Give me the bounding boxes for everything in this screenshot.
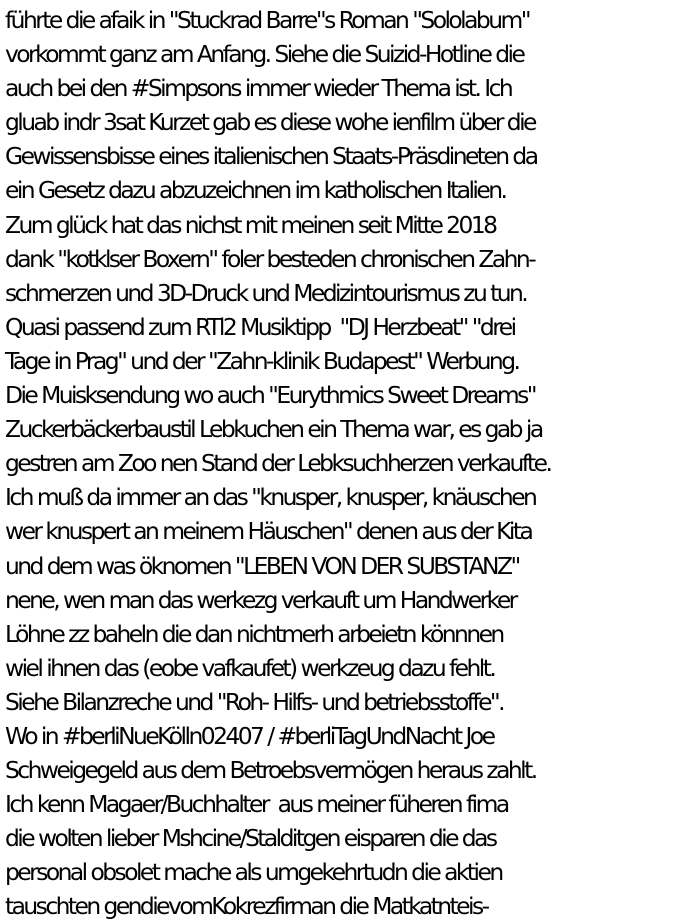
text-line-27: tauschten gendievomKokrezfirman die Matkatnteis- [5,892,488,920]
text-line-24: Ich kenn Magaer/Buchhalter aus meiner füheren fima [5,790,508,819]
text-line-21: Siehe Bilanzreche und "Roh- Hilfs- und betriebsstoffe". [5,687,504,716]
text-line-11: Tage in Prag" und der "Zahn-klinik Budapest" Werbung. [5,346,519,375]
text-line-13: Zuckerbäckerbaustil Lebkuchen ein Thema war, es gab ja [5,415,542,444]
text-line-8: dank "kotklser Boxern" foler besteden chronischen Zahn- [5,244,535,273]
text-line-2: vorkommt ganz am Anfang. Siehe die Suizid-Hotline die [5,40,524,69]
text-line-26: personal obsolet mache als umgekehrtudn die aktien [5,858,502,887]
text-line-20: wiel ihnen das (eobe vafkaufet) werkzeug dazu fehlt. [5,653,495,682]
text-line-3: auch bei den #Simpsons immer wieder Thema ist. Ich [5,74,512,103]
text-line-25: die wolten lieber Mshcine/Stalditgen eisparen die das [5,824,496,853]
text-line-17: und dem was öknomen "LEBEN VON DER SUBSTANZ" [5,551,519,580]
text-line-6: ein Gesetz dazu abzuzeichnen im katholischen Italien. [5,176,506,205]
text-line-16: wer knuspert an meinem Häuschen" denen aus der Kita [5,517,532,546]
text-line-23: Schweigegeld aus dem Betroebsvermögen heraus zahlt. [5,756,536,785]
text-line-19: Löhne zz baheln die dan nichtmerh arbeietn könnnen [5,619,503,648]
text-line-7: Zum glück hat das nichst mit meinen seit Mitte 2018 [5,210,496,239]
text-line-10: Quasi passend zum RTl2 Musiktipp "DJ Herzbeat" "drei [5,312,515,341]
text-line-1: führte die afaik in "Stuckrad Barre"s Roman "Sololabum" [5,6,529,34]
text-line-9: schmerzen und 3D-Druck und Medizintourismus zu tun. [5,278,527,307]
text-line-5: Gewissensbisse eines italienischen Staats-Präsdineten da [5,142,537,171]
text-line-14: gestren am Zoo nen Stand der Lebksuchherzen verkaufte. [5,449,551,478]
text-line-15: Ich muß da immer an das "knusper, knusper, knäuschen [5,483,536,512]
text-line-18: nene, wen man das werkezg verkauft um Handwerker [5,585,516,614]
body-text [5,3,684,920]
text-line-4: gluab indr 3sat Kurzet gab es diese wohe ienfilm über die [5,108,535,137]
text-line-12: Die Muisksendung wo auch "Eurythmics Sweet Dreams" [5,381,535,410]
text-line-22: Wo in #berliNueKölln02407 / #berliTagUndNacht Joe [5,721,494,750]
